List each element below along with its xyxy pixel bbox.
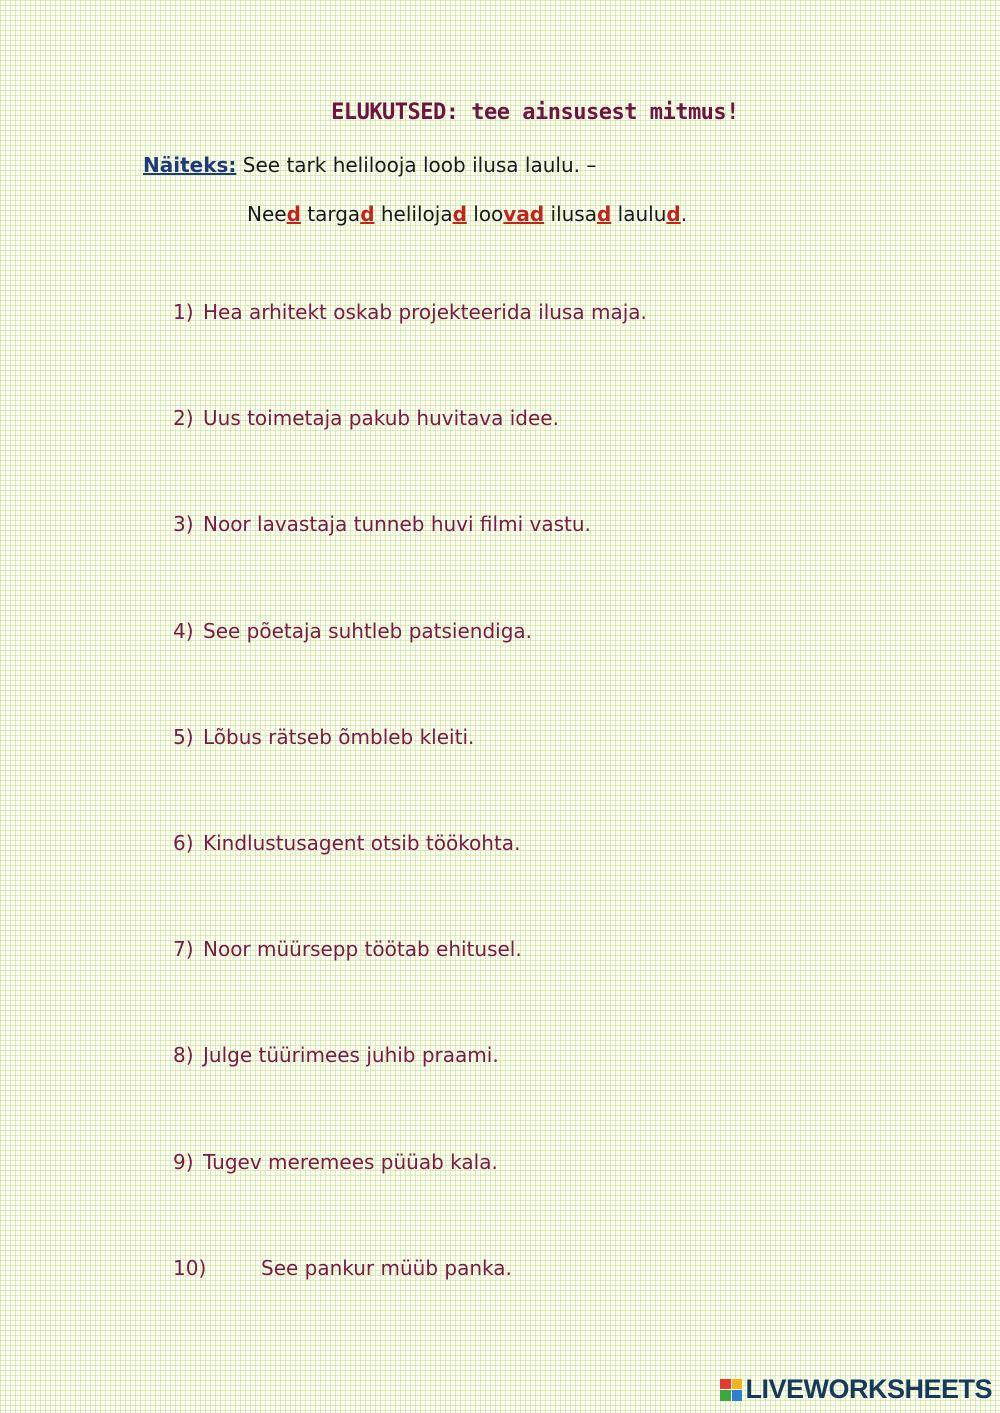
- exercise-number: 1): [173, 300, 194, 324]
- plural-ending-highlight: d: [452, 202, 467, 226]
- exercise-sentence: Julge tüürimees juhib praami.: [203, 1043, 499, 1067]
- exercise-sentence: Lõbus rätseb õmbleb kleiti.: [203, 725, 475, 749]
- exercise-number: 5): [173, 725, 194, 749]
- plural-ending-highlight: d: [596, 202, 612, 226]
- plural-ending-highlight: d: [360, 202, 375, 226]
- logo-square: [720, 1379, 731, 1390]
- exercise-number: 8): [173, 1043, 194, 1067]
- answer-text-part: heliloja: [374, 202, 453, 226]
- plural-ending-highlight: d: [286, 202, 301, 226]
- logo-square: [732, 1390, 743, 1401]
- liveworksheets-logo: [720, 1374, 992, 1405]
- exercise-item: [173, 406, 559, 430]
- exercise-number: 3): [173, 512, 194, 536]
- exercise-number: 9): [173, 1150, 194, 1174]
- logo-square: [732, 1379, 743, 1390]
- exercise-number: 2): [173, 406, 194, 430]
- exercise-number: 4): [173, 619, 194, 643]
- logo-square: [720, 1390, 731, 1401]
- example-label: Näiteks:: [143, 153, 237, 177]
- answer-text-part: ilusa: [544, 202, 597, 226]
- example-singular-sentence: See tark helilooja loob ilusa laulu. –: [236, 153, 597, 177]
- plural-ending-highlight: d: [666, 202, 681, 226]
- exercise-number: 7): [173, 937, 194, 961]
- exercise-number: 6): [173, 831, 194, 855]
- answer-text-part: Nee: [247, 202, 287, 226]
- exercise-sentence: Noor müürsepp töötab ehitusel.: [203, 937, 522, 961]
- exercise-sentence: Uus toimetaja pakub huvitava idee.: [203, 406, 559, 430]
- exercise-sentence: Noor lavastaja tunneb huvi filmi vastu.: [203, 512, 591, 536]
- worksheet-title: ELUKUTSED: tee ainsusest mitmus!: [331, 100, 739, 125]
- exercise-sentence: Tugev meremees püüab kala.: [203, 1150, 498, 1174]
- exercise-item: [173, 300, 647, 324]
- exercise-item: [173, 831, 520, 855]
- logo-text: LIVEWORKSHEETS: [745, 1374, 992, 1404]
- exercise-item: [173, 725, 474, 749]
- exercise-sentence: Hea arhitekt oskab projekteerida ilusa maja.: [203, 300, 647, 324]
- exercise-sentence: Kindlustusagent otsib töökohta.: [203, 831, 521, 855]
- exercise-item: [173, 1043, 499, 1067]
- answer-text-part: targa: [300, 202, 361, 226]
- exercise-item: [173, 1150, 498, 1174]
- answer-text-part: loo: [466, 202, 504, 226]
- exercise-item: [173, 512, 591, 536]
- exercise-sentence: See pankur müüb panka.: [261, 1256, 512, 1280]
- liveworksheets-logo-icon: [720, 1379, 742, 1401]
- exercise-number: 10): [173, 1256, 207, 1280]
- answer-text-part: .: [680, 202, 688, 226]
- exercise-item: [173, 937, 522, 961]
- answer-text-part: laulu: [611, 202, 667, 226]
- exercise-item: [173, 619, 532, 643]
- plural-ending-highlight: vad: [503, 202, 545, 226]
- exercise-item: [173, 1256, 512, 1280]
- exercise-sentence: See põetaja suhtleb patsiendiga.: [203, 619, 533, 643]
